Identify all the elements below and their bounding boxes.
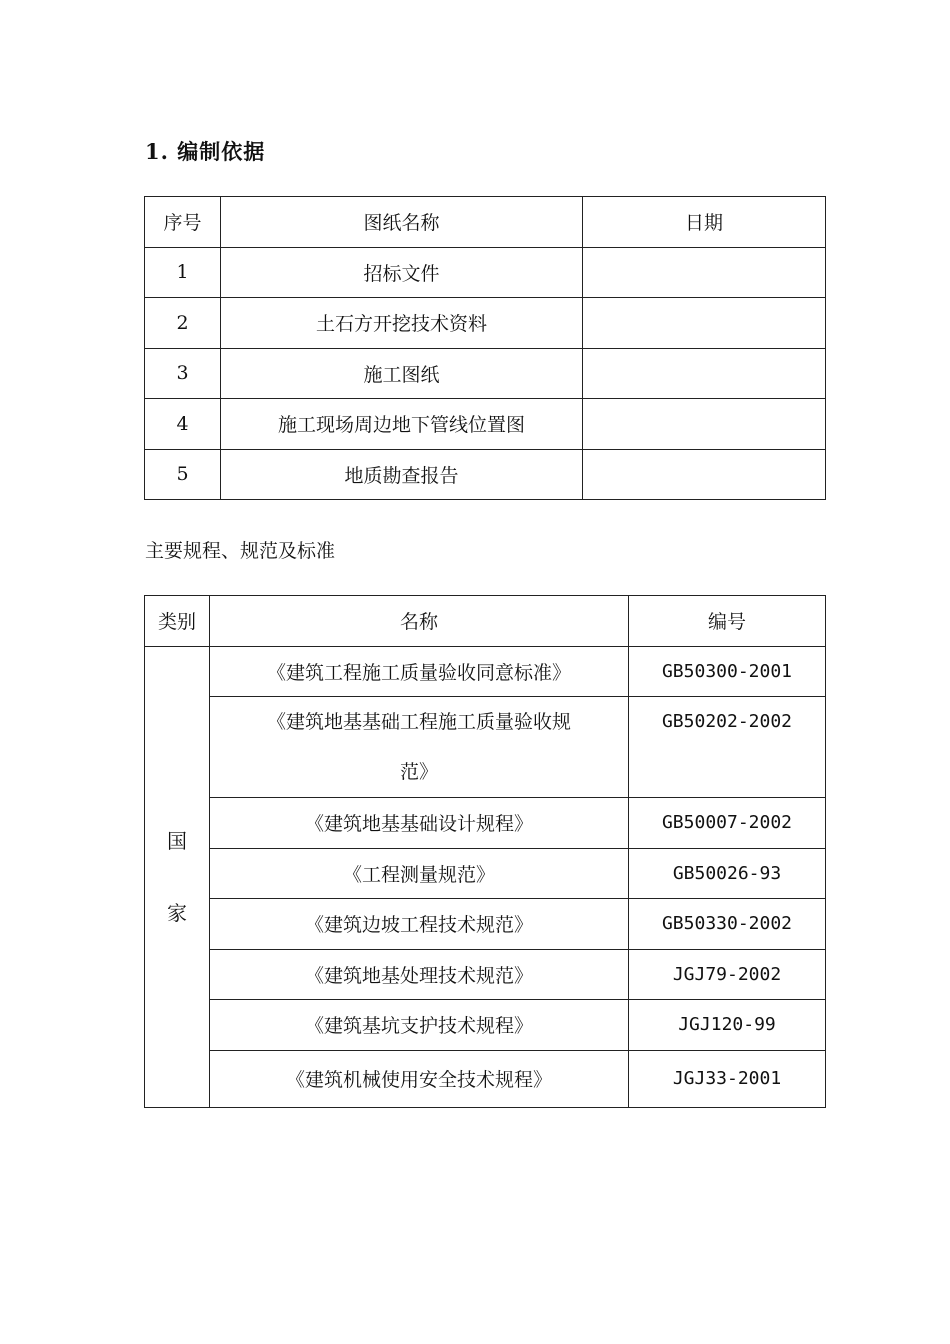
- row-number: 4: [145, 399, 221, 450]
- drawing-date: [583, 298, 826, 349]
- column-header: 编号: [629, 596, 826, 647]
- standard-name: 《建筑机械使用安全技术规程》: [210, 1050, 629, 1107]
- drawing-name: 土石方开挖技术资料: [221, 298, 583, 349]
- standard-name: 《建筑地基基础设计规程》: [210, 798, 629, 849]
- standard-code: GB50300-2001: [629, 646, 826, 697]
- standard-code: GB50026-93: [629, 848, 826, 899]
- column-header: 图纸名称: [221, 197, 583, 248]
- standard-name: 《建筑工程施工质量验收同意标准》: [210, 646, 629, 697]
- table-row: [145, 949, 826, 1000]
- table-row: [145, 899, 826, 950]
- table-row: [145, 798, 826, 849]
- drawing-name: 地质勘查报告: [221, 449, 583, 500]
- row-number: 2: [145, 298, 221, 349]
- drawings-table: [144, 196, 826, 500]
- table-row: [145, 399, 826, 450]
- column-header: 类别: [145, 596, 210, 647]
- standard-code: JGJ33-2001: [629, 1050, 826, 1107]
- standard-name: 《建筑地基处理技术规范》: [210, 949, 629, 1000]
- category-char: 家: [167, 900, 187, 925]
- row-number: 5: [145, 449, 221, 500]
- category-char: 国: [167, 828, 187, 853]
- table-row: [145, 247, 826, 298]
- table-row: [145, 298, 826, 349]
- standard-code: GB50007-2002: [629, 798, 826, 849]
- standards-subtitle: 主要规程、规范及标准: [145, 540, 336, 562]
- standard-name-line: 范》: [399, 761, 438, 783]
- table-row: [145, 449, 826, 500]
- drawing-name: 施工图纸: [221, 348, 583, 399]
- drawing-date: [583, 449, 826, 500]
- drawing-date: [583, 399, 826, 450]
- drawing-date: [583, 348, 826, 399]
- table-row: [145, 1050, 826, 1107]
- standards-table: [144, 595, 826, 1108]
- column-header: 日期: [583, 197, 826, 248]
- drawing-name: 招标文件: [221, 247, 583, 298]
- drawing-name: 施工现场周边地下管线位置图: [221, 399, 583, 450]
- standard-name: 《工程测量规范》: [210, 848, 629, 899]
- table-row: [145, 848, 826, 899]
- row-number: 3: [145, 348, 221, 399]
- drawing-date: [583, 247, 826, 298]
- standard-name: 《建筑边坡工程技术规范》: [210, 899, 629, 950]
- row-number: 1: [145, 247, 221, 298]
- column-header: 序号: [145, 197, 221, 248]
- standard-code: GB50330-2002: [629, 899, 826, 950]
- standard-name: 《建筑基坑支护技术规程》: [210, 1000, 629, 1051]
- table-row: [145, 1000, 826, 1051]
- standard-code: GB50202-2002: [629, 697, 826, 798]
- table-row: [145, 697, 826, 798]
- standard-name-line: 《建筑地基基础工程施工质量验收规: [266, 711, 571, 733]
- standard-code: JGJ79-2002: [629, 949, 826, 1000]
- table-row: [145, 348, 826, 399]
- column-header: 名称: [210, 596, 629, 647]
- category-cell: [145, 646, 210, 1107]
- table-header-row: [145, 596, 826, 647]
- section-title: 1. 编制依据: [145, 139, 266, 164]
- standard-code: JGJ120-99: [629, 1000, 826, 1051]
- standard-name: [210, 697, 629, 798]
- table-header-row: [145, 197, 826, 248]
- table-row: [145, 646, 826, 697]
